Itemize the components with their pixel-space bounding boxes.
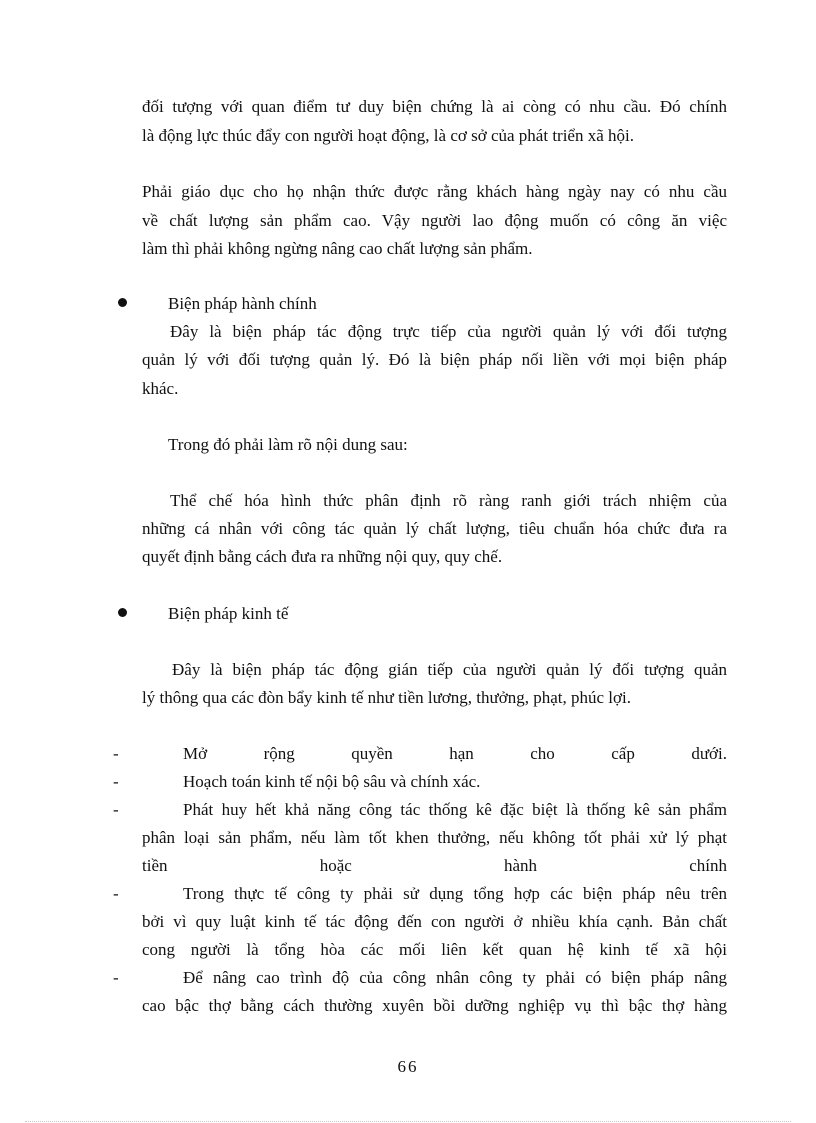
paragraph-line: làm thì phải không ngừng nâng cao chất lượng sản phẩm. — [142, 239, 533, 258]
paragraph-line: Phải giáo dục cho họ nhận thức được rằng khách hàng ngày nay có nhu cầu — [142, 182, 727, 201]
dash-marker: - — [113, 772, 119, 791]
list-item: Hoạch toán kinh tế nội bộ sâu và chính xác. — [183, 772, 481, 791]
paragraph-line: về chất lượng sản phẩm cao. Vậy người lao động muốn có công ăn việc — [142, 211, 727, 230]
paragraph-line: là động lực thúc đẩy con người hoạt động, là cơ sở của phát triển xã hội. — [142, 126, 634, 145]
paragraph-line: đối tượng với quan điểm tư duy biện chứng là ai còng có nhu cầu. Đó chính — [142, 97, 727, 116]
paragraph-line: Trong đó phải làm rõ nội dung sau: — [168, 435, 408, 454]
section-heading-admin: Biện pháp hành chính — [168, 294, 317, 313]
list-item: Phát huy hết khả năng công tác thống kê đặc biệt là thống kê sản phẩm — [183, 800, 727, 819]
list-item-continuation: bởi vì quy luật kinh tế tác động đến con người ở nhiều khía cạnh. Bản chất — [142, 912, 727, 931]
paragraph-line: khác. — [142, 379, 179, 398]
list-item-continuation: cao bậc thợ bằng cách thường xuyên bồi dưỡng nghiệp vụ thì bậc thợ hàng — [142, 996, 727, 1015]
list-item-continuation: phân loại sản phẩm, nếu làm tốt khen thưởng, nếu không tốt phải xử lý phạt — [142, 828, 727, 847]
bullet-icon — [118, 608, 127, 617]
list-item: Mở rộng quyền hạn cho cấp dưới. — [183, 744, 727, 763]
paragraph-line: quyết định bằng cách đưa ra những nội quy, quy chế. — [142, 547, 503, 566]
page-number: 66 — [397, 1057, 419, 1076]
paragraph-line: những cá nhân với công tác quản lý chất lượng, tiêu chuẩn hóa chức đưa ra — [142, 519, 727, 538]
bullet-icon — [118, 298, 127, 307]
paragraph-line: quản lý với đối tượng quản lý. Đó là biện pháp nối liền với mọi biện pháp — [142, 350, 727, 369]
dash-marker: - — [113, 744, 119, 763]
paragraph-line: Đây là biện pháp tác động gián tiếp của người quản lý đối tượng quản — [172, 660, 727, 679]
paragraph-line: Thể chế hóa hình thức phân định rõ ràng ranh giới trách nhiệm của — [170, 491, 727, 510]
list-item: Trong thực tế công ty phải sử dụng tổng hợp các biện pháp nêu trên — [183, 884, 727, 903]
paragraph-line: lý thông qua các đòn bẩy kinh tế như tiền lương, thưởng, phạt, phúc lợi. — [142, 688, 631, 707]
dash-marker: - — [113, 968, 119, 987]
dash-marker: - — [113, 884, 119, 903]
dash-marker: - — [113, 800, 119, 819]
section-heading-econ: Biện pháp kinh tế — [168, 604, 289, 623]
list-item: Để nâng cao trình độ của công nhân công ty phải có biện pháp nâng — [183, 968, 727, 987]
list-item-continuation: cong người là tổng hòa các mối liên kết quan hệ kinh tế xã hội — [142, 940, 727, 959]
footer-divider — [25, 1121, 791, 1122]
paragraph-line: Đây là biện pháp tác động trực tiếp của người quản lý với đối tượng — [170, 322, 727, 341]
list-item-continuation: tiền hoặc hành chính — [142, 856, 727, 875]
